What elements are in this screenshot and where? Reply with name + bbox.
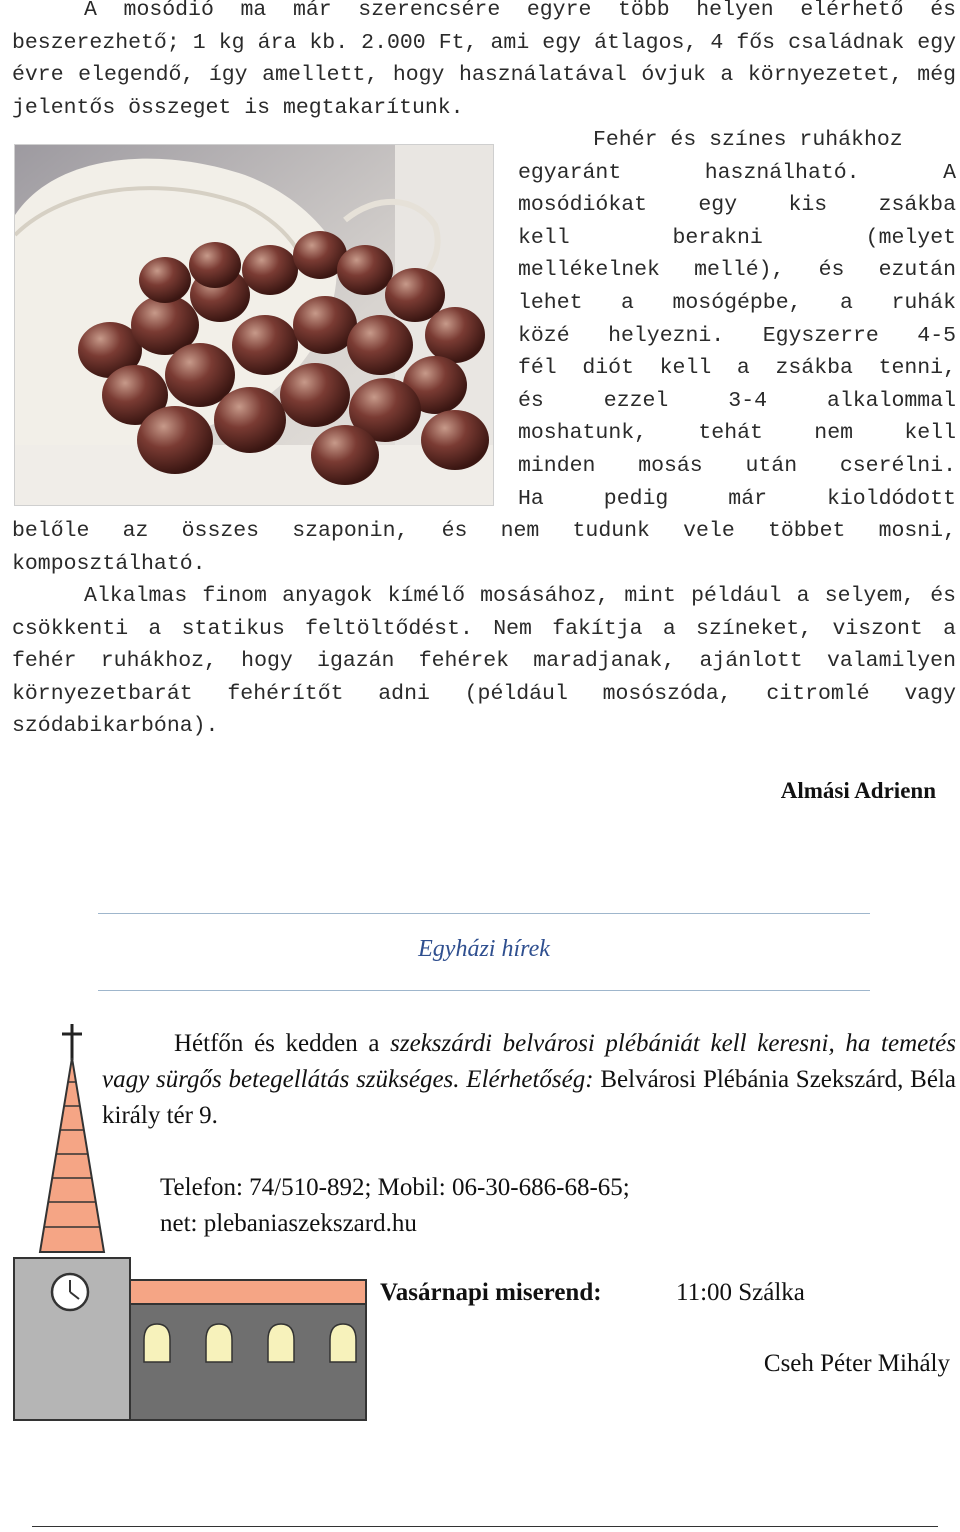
parish-address: Belvárosi Plébánia Szekszárd, Béla király tér 9. [102, 1066, 956, 1129]
mass-schedule-time: 11:00 Szálka [676, 1279, 805, 1306]
phone-line: Telefon: 74/510-892; Mobil: 06-30-686-68-65; [160, 1174, 630, 1201]
section-author: Cseh Péter Mihály [763, 1350, 950, 1377]
text-line: Ha pedig már kioldódott [518, 486, 956, 511]
text-line: Fehér és színes ruhákhoz [593, 128, 903, 152]
text-line: mosódiókat egy kis zsákba [518, 193, 956, 218]
text-line: moshatunk, tehát nem kell [518, 421, 956, 446]
text-line: fél diót kell a zsákba tenni, [518, 356, 956, 381]
text-line: lehet a mosógépbe, a ruhák [518, 290, 956, 315]
article-author: Almási Adrienn [780, 778, 936, 803]
soapnut-photo [14, 144, 494, 506]
article-paragraph-3: Alkalmas finom anyagok kímélő mosásához, mint például a selyem, és csökkenti a statikus feltöltődést. Nem fakítja a színeket, viszont a fehér ruhákhoz, hogy igazán fehérek maradjanak, ajánlott valamilyen környezetbarát fehérítőt adni (például mosószóda, citromlé vagy szódabikarbóna). [12, 584, 956, 739]
section-divider-bottom [98, 990, 870, 991]
section-divider-top [98, 913, 870, 914]
article-paragraph-1: A mosódió ma már szerencsére egyre több helyen elérhető és beszerezhető; 1 kg ára kb. 2.000 Ft, ami egy átlagos, 4 fős családnak egy évre elegendő, így amellett, hogy használatával óvjuk a környezetet, még jelentős összeget is megtakarítunk. [12, 0, 956, 120]
article-paragraph-2-continued: belőle az összes szaponin, és nem tudunk vele többet mosni, komposztálható. [12, 519, 956, 576]
website-line: net: plebaniaszekszard.hu [160, 1210, 417, 1237]
text-line: kell berakni (melyet [518, 225, 956, 250]
parish-info-paragraph [102, 1026, 956, 1134]
parish-intro-start: Hétfőn és kedden a [174, 1030, 391, 1057]
mass-schedule-label: Vasárnapi miserend: [380, 1279, 602, 1306]
section-title: Egyházi hírek [418, 936, 550, 962]
article-paragraph-2-wrapped [518, 124, 956, 515]
text-line: egyaránt használható. A [518, 160, 956, 185]
text-line: közé helyezni. Egyszerre 4-5 [518, 323, 956, 348]
parish-intro-italic: szekszárdi belvárosi plébániát kell keresni, ha temetés vagy sürgős betegellátás szükséges. Elérhetőség: [102, 1030, 956, 1093]
text-line: minden mosás után cserélni. [518, 453, 956, 478]
parish-contact [160, 1170, 630, 1242]
page-footer-rule [32, 1526, 938, 1527]
text-line: mellékelnek mellé), és ezután [518, 258, 956, 283]
text-line: és ezzel 3-4 alkalommal [518, 388, 956, 413]
